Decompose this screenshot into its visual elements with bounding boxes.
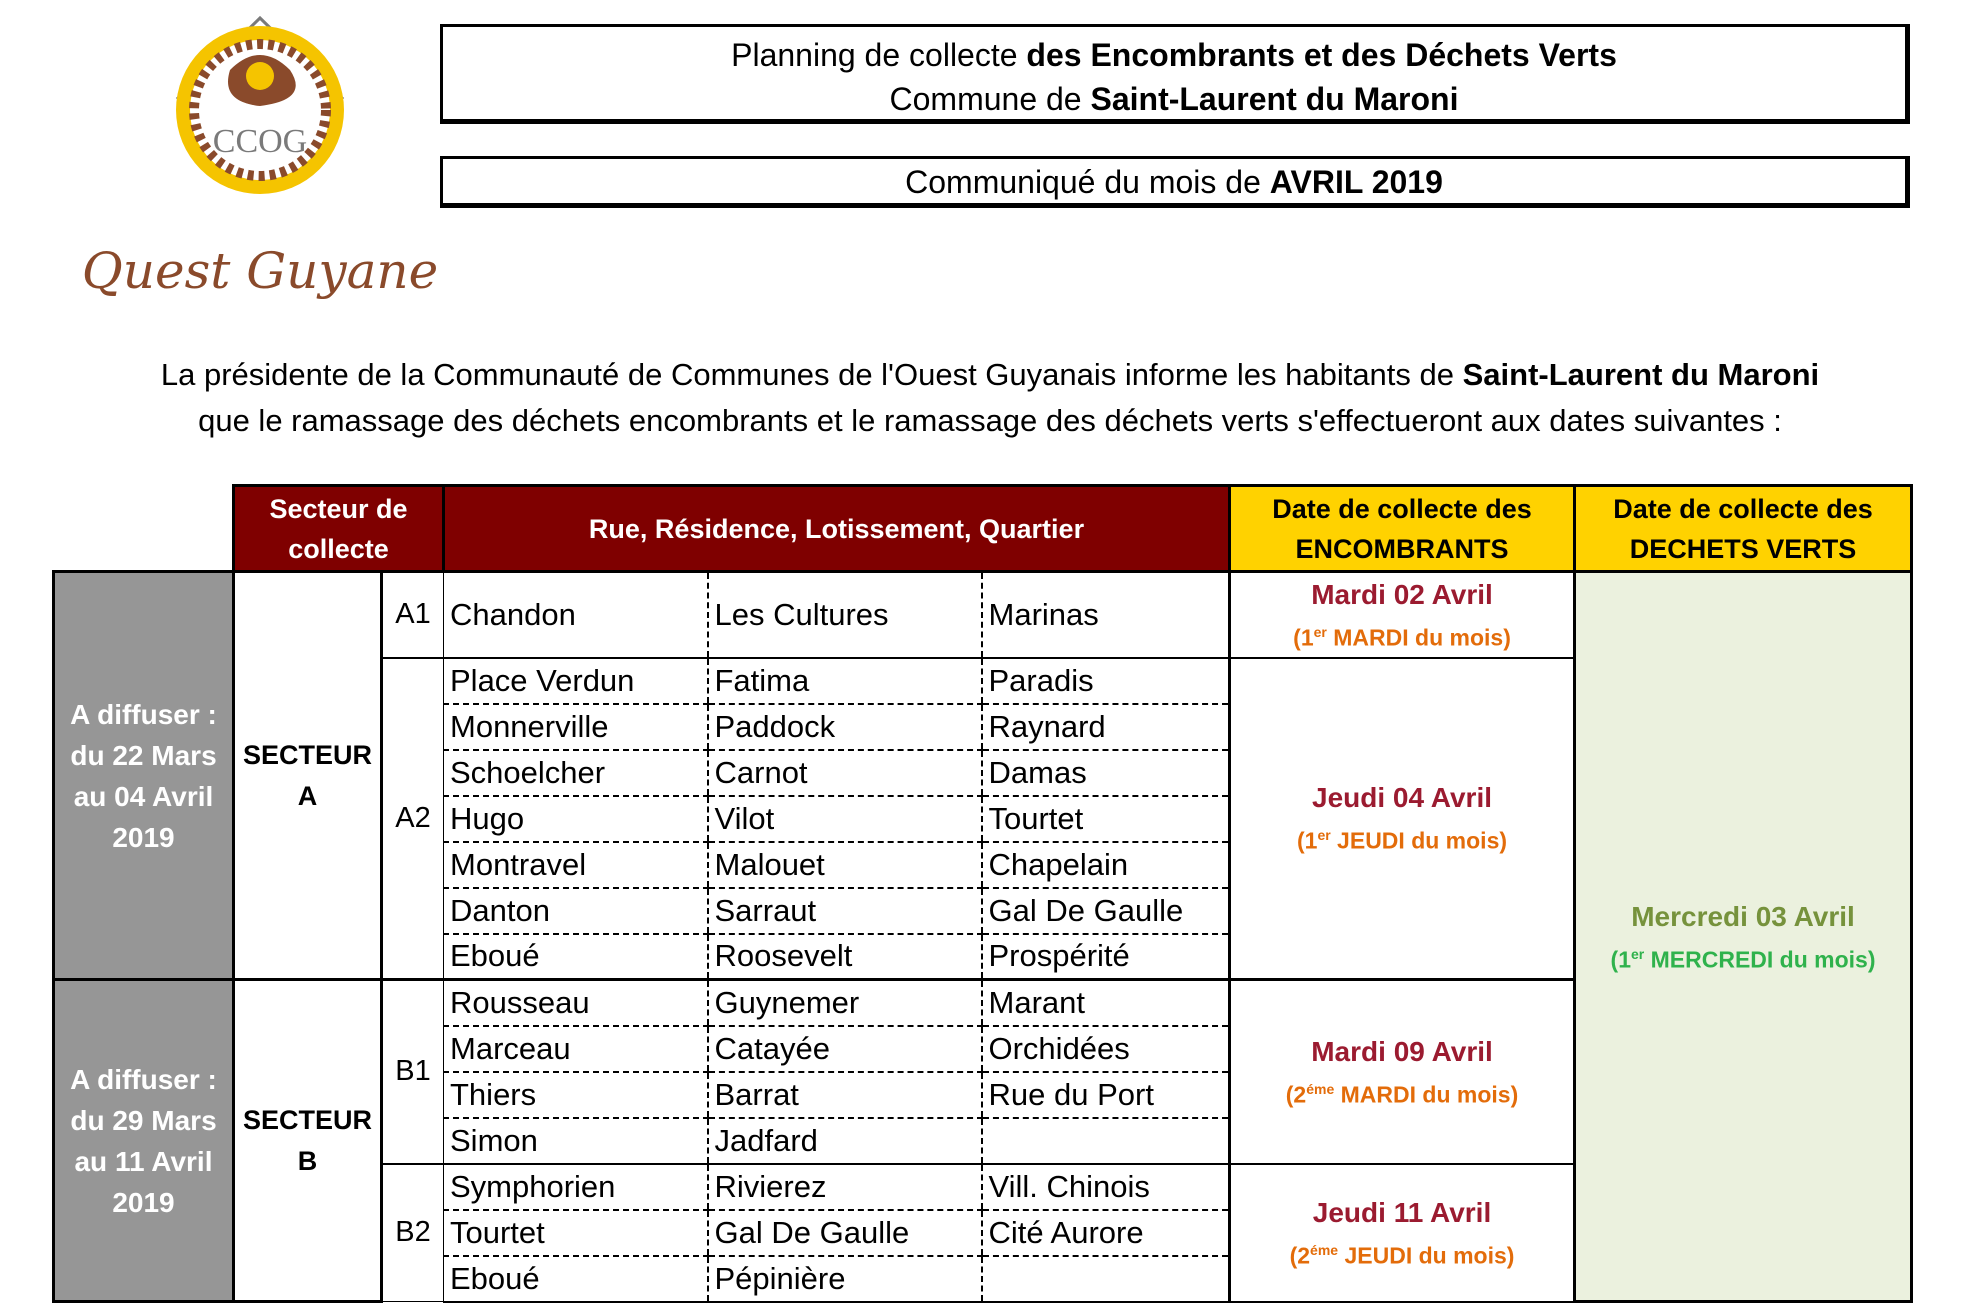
header-streets: Rue, Résidence, Lotissement, Quartier — [444, 486, 1230, 572]
street-cell: Montravel — [444, 842, 708, 888]
month-box: Communiqué du mois de AVRIL 2019 — [440, 156, 1910, 208]
subsector-code: A2 — [382, 658, 444, 980]
encombrants-date-cell — [1230, 572, 1575, 658]
street-cell: Guynemer — [708, 980, 982, 1026]
publish-period-line: A diffuser : — [70, 1063, 217, 1095]
street-cell: Symphorien — [444, 1164, 708, 1210]
encombrants-date: Mardi 09 Avril — [1311, 1035, 1493, 1067]
table-body — [54, 572, 1912, 1302]
street-cell: Damas — [982, 750, 1230, 796]
street-cell: Marant — [982, 980, 1230, 1026]
street-cell: Rue du Port — [982, 1072, 1230, 1118]
publish-period-line: du 29 Mars — [70, 1104, 217, 1136]
street-cell: Gal De Gaulle — [982, 888, 1230, 934]
header-blank — [54, 486, 234, 572]
street-cell: Simon — [444, 1118, 708, 1164]
street-cell: Carnot — [708, 750, 982, 796]
encombrants-date-cell — [1230, 1164, 1575, 1302]
ccog-logo — [80, 10, 440, 310]
header-sector: Secteur de collecte — [234, 486, 444, 572]
encombrants-date-note: ($2^{éme}$ JEUDI du mois) — [1289, 1241, 1515, 1269]
street-cell: Orchidées — [982, 1026, 1230, 1072]
street-cell: Roosevelt — [708, 934, 982, 980]
street-cell: Fatima — [708, 658, 982, 704]
street-cell: Paradis — [982, 658, 1230, 704]
street-cell: Danton — [444, 888, 708, 934]
street-cell: Rivierez — [708, 1164, 982, 1210]
encombrants-date-note: (1er JEUDI du mois) — [1296, 827, 1508, 855]
title-line-1: Planning de collecte des Encombrants et des Déchets Verts — [731, 37, 1617, 73]
publish-period-cell — [54, 980, 234, 1302]
street-cell: Vilot — [708, 796, 982, 842]
street-cell: Gal De Gaulle — [708, 1210, 982, 1256]
sector-name-line: SECTEUR — [242, 739, 372, 770]
subsector-code: B1 — [382, 980, 444, 1164]
dechets-verts-date-note: (1er MERCREDI du mois) — [1610, 945, 1876, 973]
sector-name-line: SECTEUR — [242, 1104, 372, 1135]
header-encombrants: Date de collecte des ENCOMBRANTS — [1230, 486, 1575, 572]
street-cell: Marinas — [982, 572, 1230, 658]
encombrants-date-cell — [1230, 658, 1575, 980]
intro-line-1: La présidente de la Communauté de Communes de l'Ouest Guyanais informe les habitants de Saint-Laurent du Maroni — [160, 357, 1820, 392]
encombrants-date: Mardi 02 Avril — [1311, 578, 1493, 610]
sector-name-line: B — [297, 1145, 318, 1176]
street-cell: Tourtet — [982, 796, 1230, 842]
street-cell: Place Verdun — [444, 658, 708, 704]
street-cell: Eboué — [444, 1256, 708, 1302]
street-cell: Monnerville — [444, 704, 708, 750]
svg-text:Quest Guyane: Quest Guyane — [81, 242, 439, 300]
table-header-row — [54, 486, 1912, 572]
publish-period-line: au 04 Avril — [73, 780, 214, 812]
publish-period-line: A diffuser : — [70, 698, 217, 730]
street-cell: Raynard — [982, 704, 1230, 750]
intro-line-2: que le ramassage des déchets encombrants et le ramassage des déchets verts s'effectueront aux dates suivantes : — [198, 403, 1782, 438]
street-cell: Rousseau — [444, 980, 708, 1026]
street-cell: Tourtet — [444, 1210, 708, 1256]
dechets-verts-date: Mercredi 03 Avril — [1631, 900, 1855, 932]
collection-schedule-table — [52, 484, 1913, 1303]
street-cell: Schoelcher — [444, 750, 708, 796]
street-cell: Pépinière — [708, 1256, 982, 1302]
encombrants-date-cell — [1230, 980, 1575, 1164]
publish-period-line: 2019 — [112, 821, 175, 853]
street-cell: Barrat — [708, 1072, 982, 1118]
sector-name-cell — [234, 572, 382, 980]
publish-period-line: au 11 Avril — [74, 1145, 213, 1177]
street-cell: Vill. Chinois — [982, 1164, 1230, 1210]
encombrants-date-note: (1er MARDI du mois) — [1293, 623, 1511, 651]
street-cell: Chandon — [444, 572, 708, 658]
street-cell: Eboué — [444, 934, 708, 980]
title-line-2: Commune de Saint-Laurent du Maroni — [889, 81, 1459, 117]
street-cell — [982, 1256, 1230, 1302]
sector-name-line: A — [297, 780, 318, 811]
street-cell: Sarraut — [708, 888, 982, 934]
encombrants-date: Jeudi 04 Avril — [1312, 782, 1493, 814]
publish-period-cell — [54, 572, 234, 980]
encombrants-date: Jeudi 11 Avril — [1312, 1196, 1492, 1228]
street-cell: Les Cultures — [708, 572, 982, 658]
ccog-emblem — [80, 10, 440, 310]
table-row — [54, 572, 1912, 658]
street-cell — [982, 1118, 1230, 1164]
street-cell: Malouet — [708, 842, 982, 888]
sector-name-cell — [234, 980, 382, 1302]
dechets-verts-date-cell — [1575, 572, 1912, 1302]
publish-period-line: 2019 — [112, 1186, 175, 1218]
street-cell: Prospérité — [982, 934, 1230, 980]
street-cell: Catayée — [708, 1026, 982, 1072]
title-box — [440, 24, 1910, 124]
street-cell: Chapelain — [982, 842, 1230, 888]
street-cell: Hugo — [444, 796, 708, 842]
street-cell: Cité Aurore — [982, 1210, 1230, 1256]
street-cell: Paddock — [708, 704, 982, 750]
street-cell: Jadfard — [708, 1118, 982, 1164]
publish-period-line: du 22 Mars — [70, 739, 217, 771]
encombrants-date-note: ($2^{éme}$ MARDI du mois) — [1285, 1080, 1519, 1108]
street-cell: Marceau — [444, 1026, 708, 1072]
street-cell: Thiers — [444, 1072, 708, 1118]
intro-text — [40, 352, 1940, 444]
subsector-code: B2 — [382, 1164, 444, 1302]
header-dechets-verts: Date de collecte des DECHETS VERTS — [1575, 486, 1912, 572]
svg-text:CCOG: CCOG — [212, 123, 308, 160]
subsector-code: A1 — [382, 572, 444, 658]
